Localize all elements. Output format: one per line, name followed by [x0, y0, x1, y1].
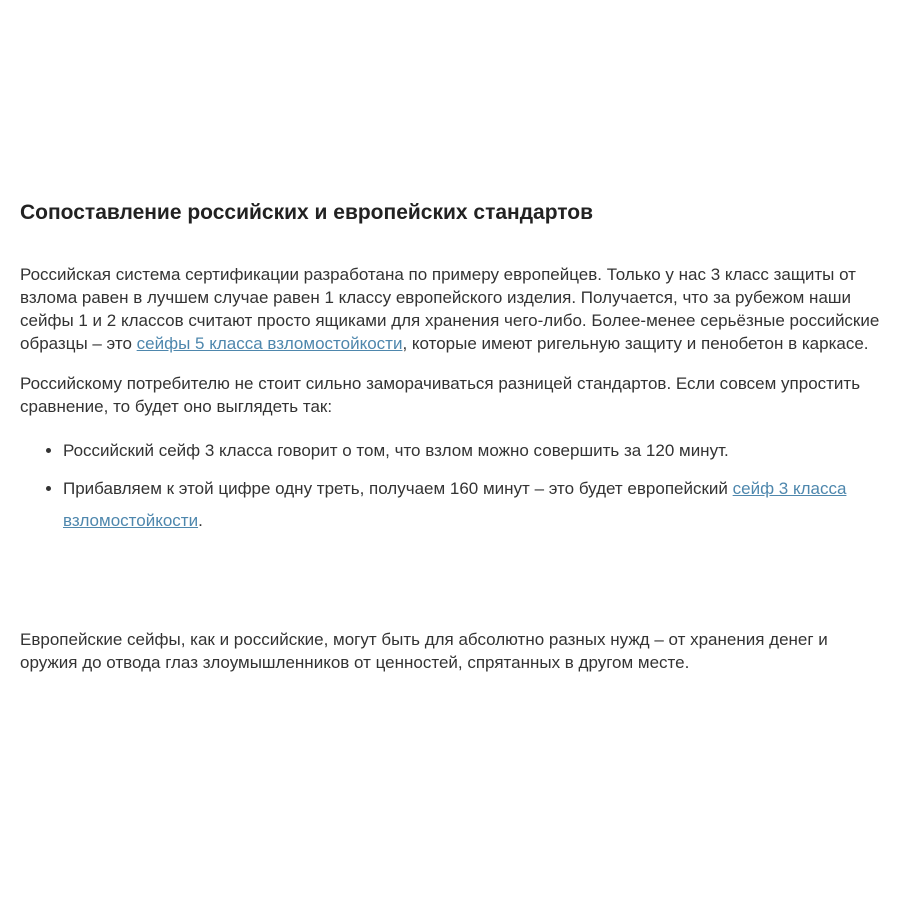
- link-safes-class5-burglary-resistance[interactable]: сейфы 5 класса взломостойкости: [136, 334, 403, 354]
- list-item-text: .: [198, 511, 203, 531]
- comparison-list: [20, 435, 880, 537]
- list-item-european-safe: [63, 473, 880, 537]
- list-item-text: Российский сейф 3 класса говорит о том, что взлом можно совершить за 120 минут.: [63, 441, 729, 461]
- content-gap: [20, 543, 880, 628]
- page-title: Сопоставление российских и европейских стандартов: [20, 201, 594, 224]
- list-item-russian-safe: [63, 435, 880, 467]
- link-safe-class3-burglary-resistance[interactable]: сейф 3 класса взломостойкости: [63, 479, 847, 531]
- list-item-text: Прибавляем к этой цифре одну треть, получаем 160 минут – это будет европейский: [63, 479, 733, 499]
- paragraph-text: , которые имеют ригельную защиту и пенобетон в каркасе.: [402, 334, 869, 354]
- paragraph-consumer-advice: Российскому потребителю не стоит сильно заморачиваться разницей стандартов. Если совсем упростить сравнение, то будет оно выглядеть так:: [20, 374, 861, 417]
- paragraph-standards-intro: [20, 263, 880, 355]
- paragraph-european-safes: Европейские сейфы, как и российские, могут быть для абсолютно разных нужд – от хранения денег и оружия до отвода глаз злоумышленников от ценностей, спрятанных в другом месте.: [20, 630, 828, 673]
- paragraph-text: Российская система сертификации разработана по примеру европейцев. Только у нас 3 класс защиты от взлома равен в лучшем случае равен 1 классу европейского изделия. Получается, что за рубежом наши сейфы 1 и 2 классов считают просто ящиками для хранения чего-либо. Более-менее серьёзные российские образцы – это: [20, 265, 880, 354]
